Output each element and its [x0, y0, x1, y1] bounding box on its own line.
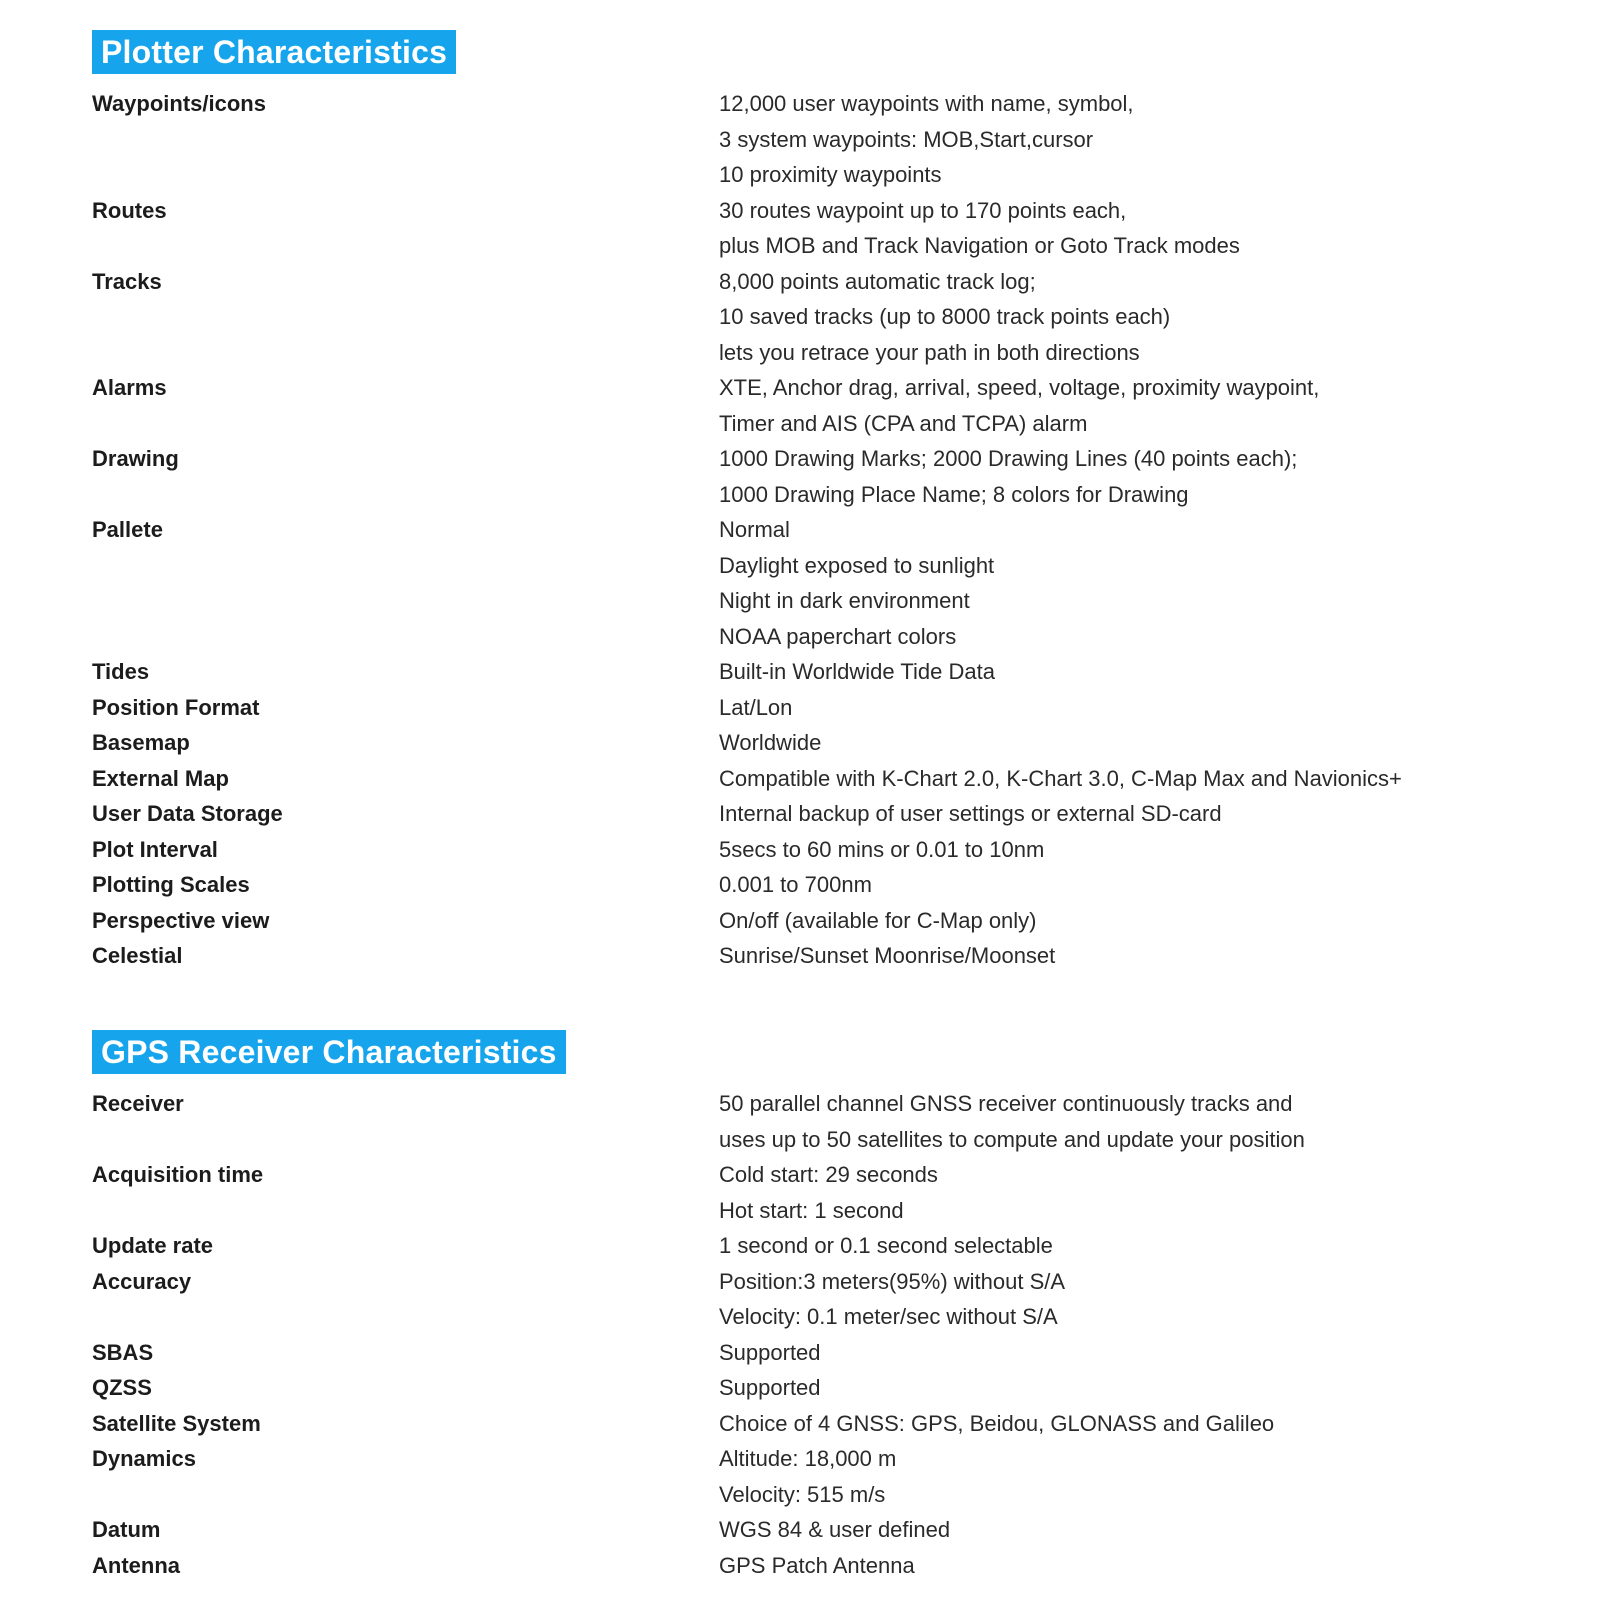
spec-value-line: Timer and AIS (CPA and TCPA) alarm	[719, 410, 1088, 436]
spec-row	[92, 1441, 1552, 1512]
spec-row	[92, 761, 1552, 797]
spec-value-line: 1000 Drawing Place Name; 8 colors for Drawing	[719, 481, 1189, 507]
spec-label: Receiver	[92, 1091, 184, 1116]
spec-values	[719, 1086, 1552, 1157]
spec-value-line: 10 saved tracks (up to 8000 track points each)	[719, 304, 1171, 329]
spec-row	[92, 832, 1552, 868]
spec-values	[719, 938, 1552, 974]
spec-label: External Map	[92, 765, 229, 791]
spec-row	[92, 264, 1552, 371]
spec-value-line: uses up to 50 satellites to compute and update your position	[719, 1126, 1305, 1152]
spec-value-line: Velocity: 515 m/s	[719, 1481, 886, 1507]
spec-label: Basemap	[92, 730, 190, 755]
spec-value-line: 12,000 user waypoints with name, symbol,	[719, 91, 1134, 116]
spec-label: User Data Storage	[92, 801, 283, 826]
spec-value-line: 0.001 to 700nm	[719, 872, 872, 897]
spec-value-line: Worldwide	[719, 730, 822, 755]
spec-label: Plotting Scales	[92, 872, 250, 897]
spec-row	[92, 1157, 1552, 1228]
spec-row	[92, 903, 1552, 939]
spec-label: Waypoints/icons	[92, 91, 266, 116]
spec-row	[92, 1370, 1552, 1406]
spec-row	[92, 1512, 1552, 1548]
spec-row	[92, 796, 1552, 832]
spec-value-line: plus MOB and Track Navigation or Goto Track modes	[719, 233, 1240, 258]
spec-label: Drawing	[92, 446, 179, 471]
spec-values	[719, 725, 1552, 761]
spec-value-line: 10 proximity waypoints	[719, 162, 942, 187]
spec-label: Routes	[92, 197, 167, 223]
spec-value-line: 30 routes waypoint up to 170 points each,	[719, 197, 1127, 223]
spec-value-line: Night in dark environment	[719, 588, 970, 613]
spec-row	[92, 193, 1552, 264]
spec-values	[719, 1335, 1552, 1371]
spec-values	[719, 761, 1552, 797]
spec-value-line: Daylight exposed to sunlight	[719, 552, 995, 578]
gps-receiver-characteristics-section	[92, 1030, 1552, 1583]
spec-label: Satellite System	[92, 1410, 261, 1436]
spec-value-line: 8,000 points automatic track log;	[719, 268, 1036, 294]
spec-row	[92, 86, 1552, 193]
spec-values	[719, 1157, 1552, 1228]
section-heading: GPS Receiver Characteristics	[92, 1030, 566, 1074]
spec-values	[719, 654, 1552, 690]
spec-label: Perspective view	[92, 907, 270, 933]
spec-value-line: Choice of 4 GNSS: GPS, Beidou, GLONASS and Galileo	[719, 1410, 1275, 1436]
spec-value-line: Sunrise/Sunset Moonrise/Moonset	[719, 943, 1056, 968]
spec-values	[719, 832, 1552, 868]
spec-value-line: Lat/Lon	[719, 694, 793, 720]
spec-values	[719, 1548, 1552, 1584]
spec-values	[719, 264, 1552, 371]
spec-row	[92, 938, 1552, 974]
spec-row	[92, 1086, 1552, 1157]
spec-label: Datum	[92, 1517, 161, 1542]
spec-value-line: Position:3 meters(95%) without S/A	[719, 1268, 1066, 1294]
spec-row	[92, 690, 1552, 726]
spec-label: Pallete	[92, 517, 163, 542]
spec-table	[92, 86, 1552, 974]
spec-label: Acquisition time	[92, 1162, 264, 1187]
spec-label: Alarms	[92, 375, 167, 400]
spec-value-line: XTE, Anchor drag, arrival, speed, voltage, proximity waypoint,	[719, 375, 1320, 400]
spec-value-line: Compatible with K-Chart 2.0, K-Chart 3.0, C-Map Max and Navionics+	[719, 765, 1402, 791]
spec-value-line: Built-in Worldwide Tide Data	[719, 659, 995, 684]
spec-values	[719, 1370, 1552, 1406]
spec-row	[92, 1335, 1552, 1371]
spec-values	[719, 867, 1552, 903]
spec-value-line: Internal backup of user settings or external SD-card	[719, 801, 1222, 826]
section-heading: Plotter Characteristics	[92, 30, 456, 74]
spec-values	[719, 86, 1552, 193]
plotter-characteristics-section	[92, 30, 1552, 974]
spec-value-line: 1000 Drawing Marks; 2000 Drawing Lines (40 points each);	[719, 446, 1298, 471]
spec-label: Dynamics	[92, 1446, 196, 1471]
spec-label: Plot Interval	[92, 836, 218, 862]
spec-value-line: 5secs to 60 mins or 0.01 to 10nm	[719, 836, 1045, 862]
spec-label: Tracks	[92, 268, 162, 294]
spec-values	[719, 1264, 1552, 1335]
spec-value-line: Velocity: 0.1 meter/sec without S/A	[719, 1304, 1058, 1329]
spec-value-line: 1 second or 0.1 second selectable	[719, 1233, 1053, 1258]
spec-value-line: NOAA paperchart colors	[719, 623, 957, 649]
spec-row	[92, 867, 1552, 903]
spec-values	[719, 796, 1552, 832]
spec-row	[92, 370, 1552, 441]
spec-value-line: Normal	[719, 517, 790, 542]
spec-value-line: Hot start: 1 second	[719, 1197, 904, 1223]
spec-value-line: WGS 84 & user defined	[719, 1517, 951, 1542]
spec-value-line: GPS Patch Antenna	[719, 1552, 915, 1578]
spec-values	[719, 1441, 1552, 1512]
spec-value-line: Supported	[719, 1375, 821, 1400]
spec-label: Celestial	[92, 943, 183, 968]
spec-label: Position Format	[92, 694, 260, 720]
spec-value-line: lets you retrace your path in both directions	[719, 339, 1140, 365]
spec-value-line: 3 system waypoints: MOB,Start,cursor	[719, 126, 1094, 152]
spec-values	[719, 370, 1552, 441]
spec-row	[92, 1264, 1552, 1335]
spec-row	[92, 654, 1552, 690]
spec-label: Update rate	[92, 1233, 214, 1258]
spec-value-line: 50 parallel channel GNSS receiver continuously tracks and	[719, 1091, 1293, 1116]
spec-row	[92, 1406, 1552, 1442]
spec-row	[92, 512, 1552, 654]
spec-row	[92, 1548, 1552, 1584]
spec-value-line: On/off (available for C-Map only)	[719, 907, 1037, 933]
spec-table	[92, 1086, 1552, 1583]
spec-label: QZSS	[92, 1375, 152, 1400]
spec-value-line: Supported	[719, 1339, 821, 1365]
spec-values	[719, 441, 1552, 512]
spec-values	[719, 903, 1552, 939]
spec-label: Accuracy	[92, 1268, 192, 1294]
spec-values	[719, 690, 1552, 726]
spec-row	[92, 441, 1552, 512]
spec-label: Tides	[92, 659, 150, 684]
spec-value-line: Altitude: 18,000 m	[719, 1446, 897, 1471]
spec-label: Antenna	[92, 1552, 180, 1578]
spec-values	[719, 1228, 1552, 1264]
spec-values	[719, 512, 1552, 654]
spec-values	[719, 193, 1552, 264]
spec-values	[719, 1406, 1552, 1442]
spec-label: SBAS	[92, 1339, 154, 1365]
spec-values	[719, 1512, 1552, 1548]
spec-row	[92, 1228, 1552, 1264]
spec-value-line: Cold start: 29 seconds	[719, 1162, 938, 1187]
spec-row	[92, 725, 1552, 761]
